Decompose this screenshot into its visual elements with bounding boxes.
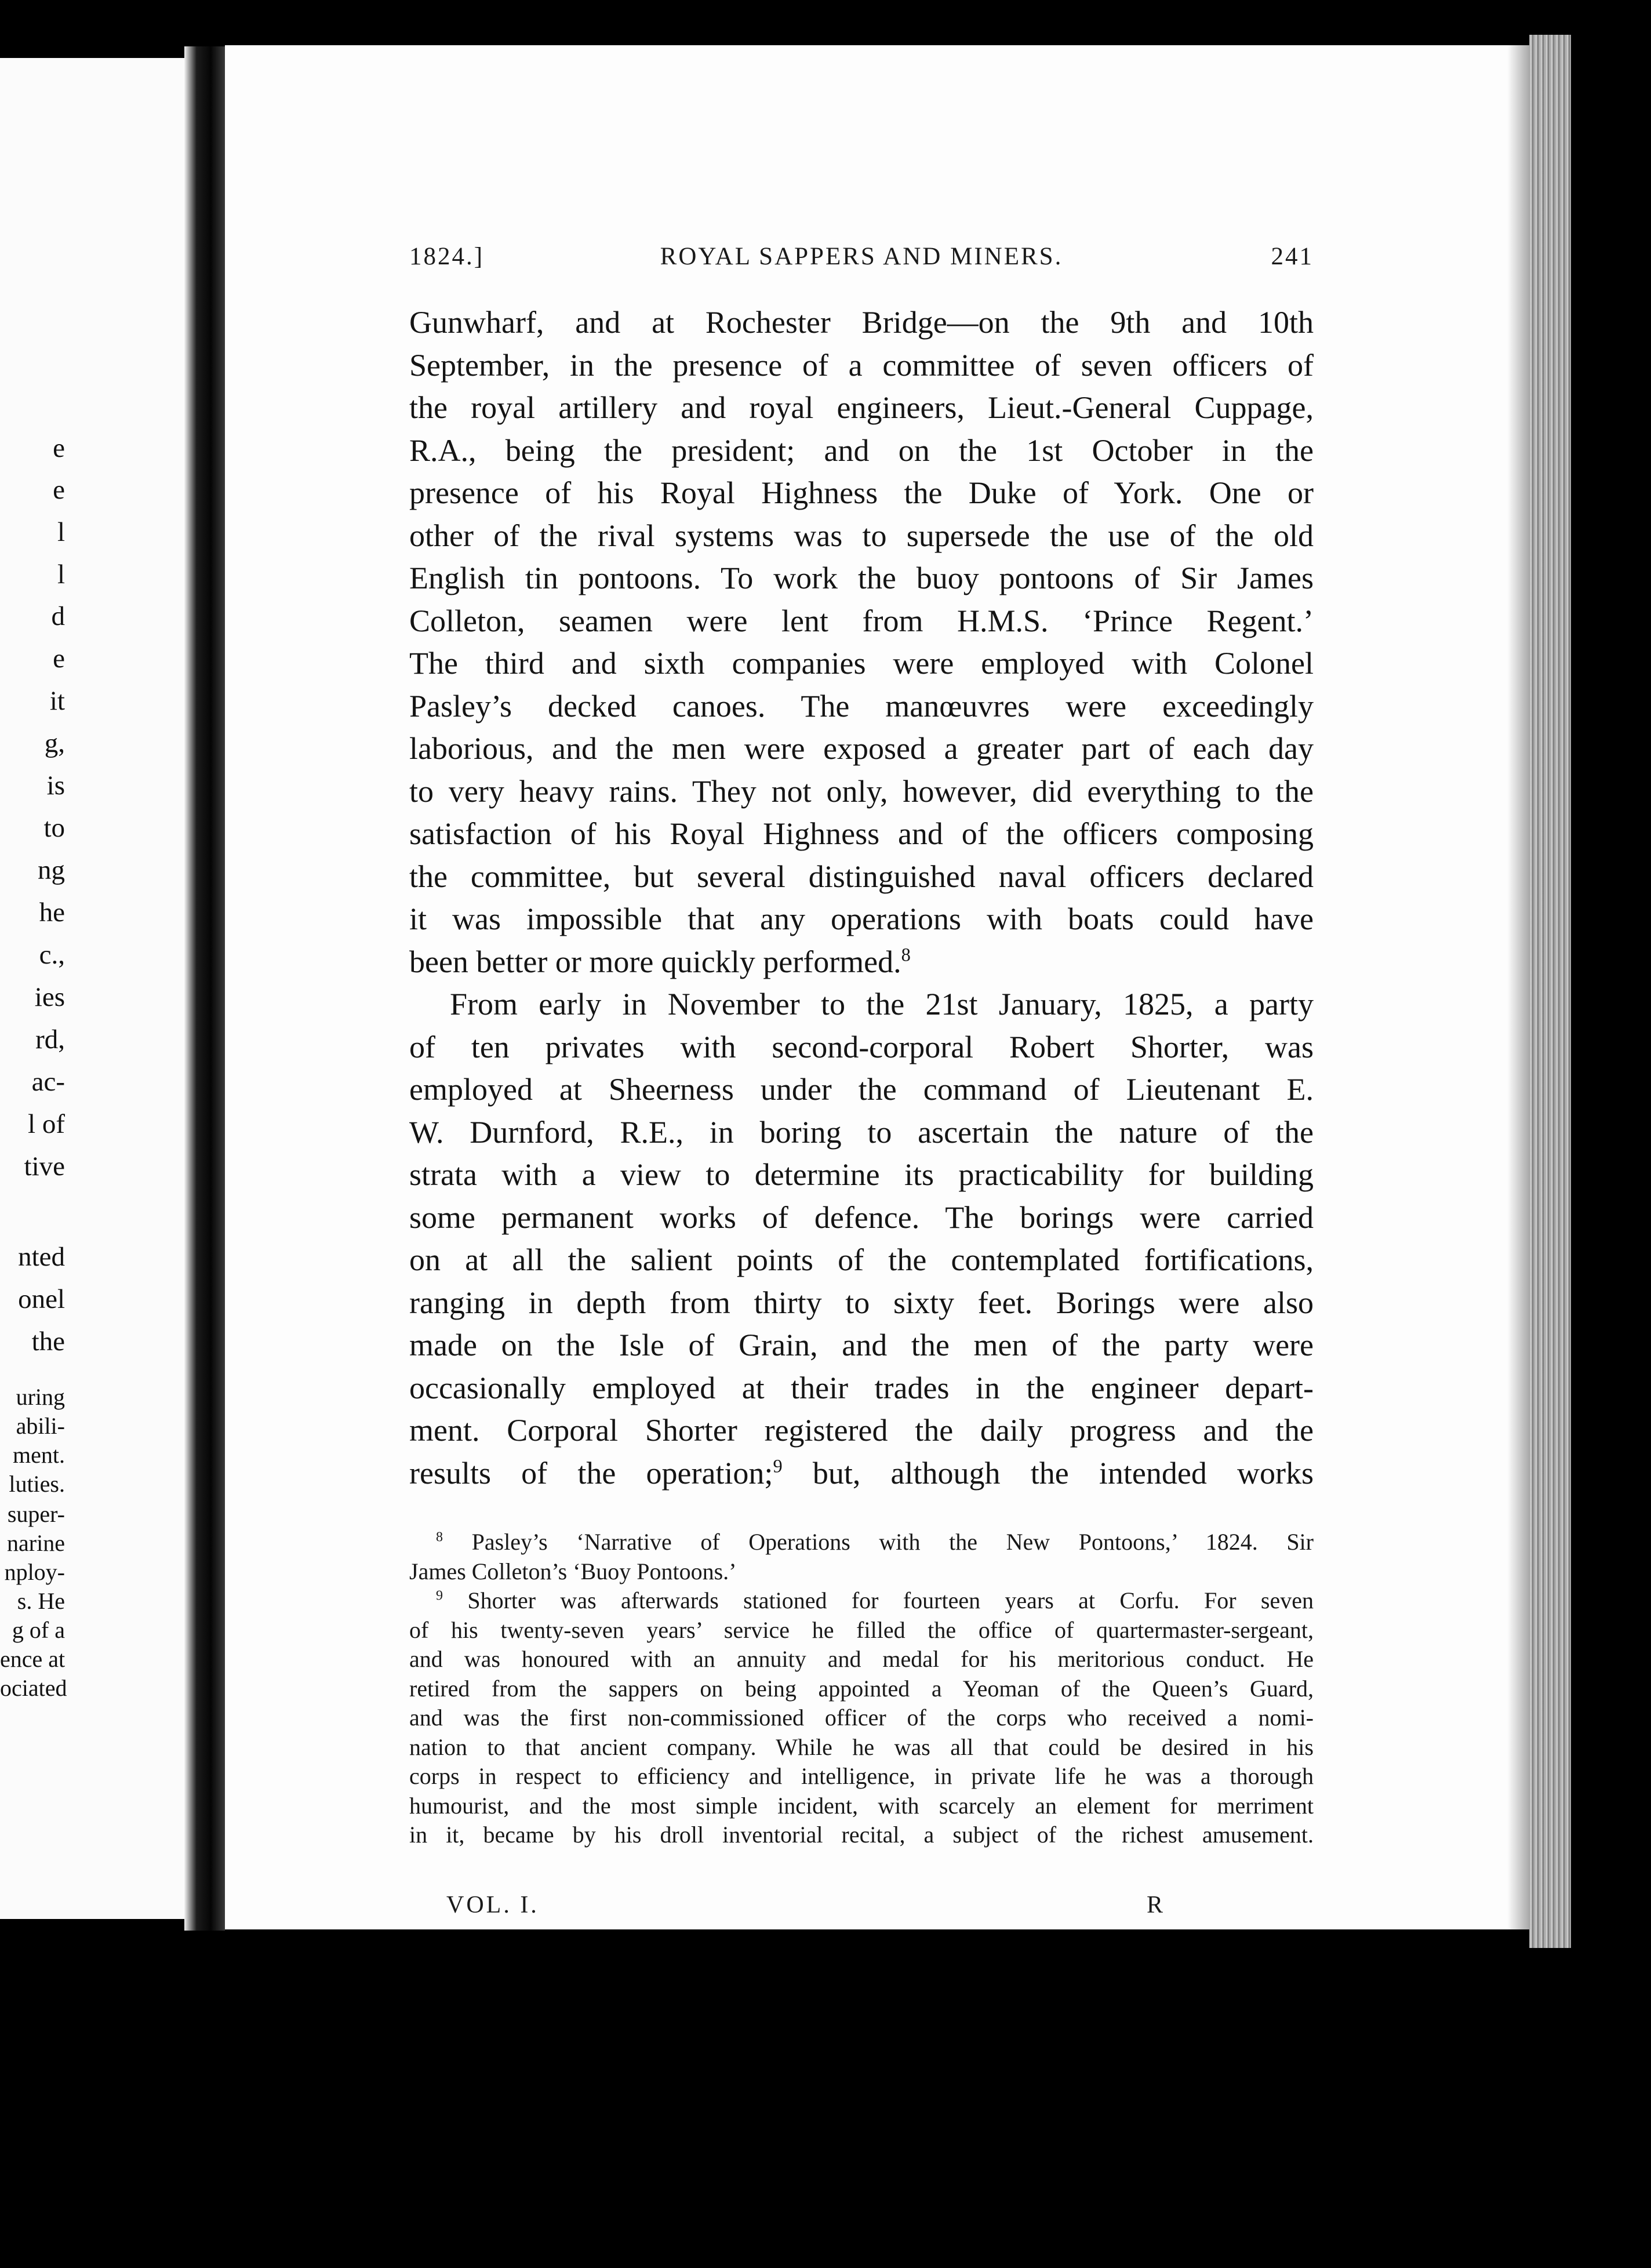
- footnote-8-line: James Colleton’s ‘Buoy Pontoons.’: [409, 1558, 737, 1584]
- previous-page-fragment: nploy-: [4, 1559, 65, 1585]
- previous-page-fragment: tive: [24, 1151, 65, 1182]
- body-line: on at all the salient points of the contemplated fortifications,: [409, 1242, 1314, 1277]
- previous-page-fragment: ociated: [0, 1675, 67, 1701]
- previous-page-fragment: d: [51, 601, 65, 631]
- body-line: satisfaction of his Royal Highness and of the officers composing: [409, 816, 1314, 851]
- previous-page-fragment: narine: [7, 1530, 65, 1556]
- footnotes: [409, 1528, 1314, 1850]
- body-line: strata with a view to determine its practicability for building: [409, 1157, 1314, 1192]
- body-line: [409, 941, 1314, 984]
- previous-page-fragment: s. He: [17, 1588, 65, 1614]
- footnote-9-line: retired from the sappers on being appointed a Yeoman of the Queen’s Guard,: [409, 1675, 1314, 1702]
- previous-page-fragment: abili-: [16, 1413, 65, 1439]
- page-edge-shadow: [1507, 45, 1530, 1929]
- previous-page-fragment: ies: [34, 982, 65, 1012]
- previous-page-fragment: e: [53, 433, 65, 463]
- previous-page-fragment: is: [46, 770, 65, 801]
- footnote-9-line: [409, 1586, 1314, 1616]
- running-head-title: ROYAL SAPPERS AND MINERS.: [660, 243, 1063, 270]
- footnote-9-line: corps in respect to efficiency and intelligence, in private life he was a thorough: [409, 1763, 1314, 1789]
- previous-page-fragment: uring: [16, 1384, 65, 1410]
- body-line: ment. Corporal Shorter registered the daily progress and the: [409, 1413, 1314, 1448]
- footnote-9-line: in it, became by his droll inventorial recital, a subject of the richest amusement.: [409, 1822, 1314, 1848]
- footnote-reference-9: 9: [773, 1456, 783, 1477]
- previous-page-fragment: it: [49, 686, 65, 716]
- body-line: The third and sixth companies were employed with Colonel: [409, 646, 1314, 681]
- body-line-text: been better or more quickly performed.: [409, 944, 901, 979]
- footnote-text: Shorter was afterwards stationed for fourteen years at Corfu. For seven: [467, 1587, 1314, 1613]
- body-line: to very heavy rains. They not only, however, did everything to the: [409, 773, 1314, 809]
- body-line: September, in the presence of a committee of seven officers of: [409, 347, 1314, 383]
- previous-page-fragment: he: [39, 897, 65, 928]
- body-line: occasionally employed at their trades in the engineer depart-: [409, 1370, 1314, 1405]
- signature-mark: R: [1147, 1892, 1163, 1918]
- previous-page-fragment: to: [43, 813, 65, 843]
- previous-page-fragment: nted: [18, 1242, 65, 1272]
- footnote-9-line: and was honoured with an annuity and medal for his meritorious conduct. He: [409, 1646, 1314, 1672]
- body-line-text: results of the operation;: [409, 1455, 773, 1491]
- footnote-marker-8: 8: [436, 1529, 443, 1545]
- previous-page-fragment: g,: [44, 728, 65, 758]
- body-line: Gunwharf, and at Rochester Bridge—on the 9th and 10th: [409, 305, 1314, 340]
- running-head: [409, 242, 1314, 277]
- footnote-marker-9: 9: [436, 1588, 443, 1604]
- previous-page-fragment: c.,: [39, 940, 65, 970]
- book-page-edges: [1529, 35, 1571, 1948]
- footnote-8-line: [409, 1528, 1314, 1557]
- footnote-reference-8: 8: [901, 944, 911, 966]
- previous-page-fragment: onel: [18, 1284, 65, 1314]
- body-line: presence of his Royal Highness the Duke of York. One or: [409, 475, 1314, 510]
- body-line: W. Durnford, R.E., in boring to ascertain the nature of the: [409, 1114, 1314, 1150]
- previous-page-fragment: ac-: [31, 1067, 65, 1097]
- body-line: Colleton, seamen were lent from H.M.S. ‘Prince Regent.’: [409, 603, 1314, 638]
- previous-page-fragment: ng: [38, 855, 65, 885]
- body-line: other of the rival systems was to supersede the use of the old: [409, 518, 1314, 553]
- previous-page-fragment: rd,: [35, 1024, 65, 1055]
- footnote-9-line: of his twenty-seven years’ service he filled the office of quartermaster-sergeant,: [409, 1616, 1314, 1643]
- body-line-text: but, although the intended works: [812, 1455, 1314, 1491]
- running-head-year: 1824.]: [409, 243, 485, 270]
- book-gutter: [184, 46, 225, 1931]
- volume-mark: VOL. I.: [446, 1892, 539, 1918]
- body-line: it was impossible that any operations with boats could have: [409, 902, 1314, 936]
- body-line: ranging in depth from thirty to sixty feet. Borings were also: [409, 1285, 1314, 1320]
- body-line: laborious, and the men were exposed a greater part of each day: [409, 731, 1314, 766]
- previous-page-fragment: ence at: [0, 1646, 66, 1672]
- previous-page-fragment: ment.: [13, 1442, 65, 1468]
- body-text: [409, 301, 1314, 1495]
- previous-page-fragment: e: [53, 644, 65, 674]
- body-line: made on the Isle of Grain, and the men of the party were: [409, 1328, 1314, 1362]
- previous-page-fragment: luties.: [9, 1471, 65, 1497]
- previous-page-fragment: super-: [7, 1501, 65, 1527]
- previous-page-fragment: the: [31, 1326, 65, 1357]
- previous-page-fragment: l: [57, 517, 65, 547]
- footnote-9-line: and was the first non-commissioned officer of the corps who received a nomi-: [409, 1704, 1314, 1731]
- footnote-text: Pasley’s ‘Narrative of Operations with the New Pontoons,’ 1824. Sir: [471, 1529, 1314, 1555]
- body-line: employed at Sheerness under the command of Lieutenant E.: [409, 1072, 1314, 1107]
- body-line: some permanent works of defence. The borings were carried: [409, 1200, 1314, 1235]
- body-line: [409, 1452, 1314, 1495]
- page-number: 241: [1271, 243, 1314, 270]
- body-line: the committee, but several distinguished naval officers declared: [409, 859, 1314, 894]
- footnote-9-line: nation to that ancient company. While he was all that could be desired in his: [409, 1733, 1314, 1760]
- previous-page-fragment: g of a: [12, 1617, 65, 1643]
- body-line: the royal artillery and royal engineers, Lieut.-General Cuppage,: [409, 390, 1314, 425]
- body-line: Pasley’s decked canoes. The manœuvres were exceedingly: [409, 688, 1314, 724]
- body-line: R.A., being the president; and on the 1st October in the: [409, 432, 1314, 468]
- body-line: of ten privates with second-corporal Robert Shorter, was: [409, 1029, 1314, 1064]
- body-line: English tin pontoons. To work the buoy pontoons of Sir James: [409, 561, 1314, 595]
- previous-page-fragment: l: [57, 559, 65, 590]
- previous-page-fragment: l of: [28, 1109, 65, 1139]
- paragraph-start-line: From early in November to the 21st January, 1825, a party: [450, 987, 1314, 1022]
- previous-page-fragment: e: [53, 475, 65, 505]
- footnote-9-line: humourist, and the most simple incident, with scarcely an element for merriment: [409, 1792, 1314, 1819]
